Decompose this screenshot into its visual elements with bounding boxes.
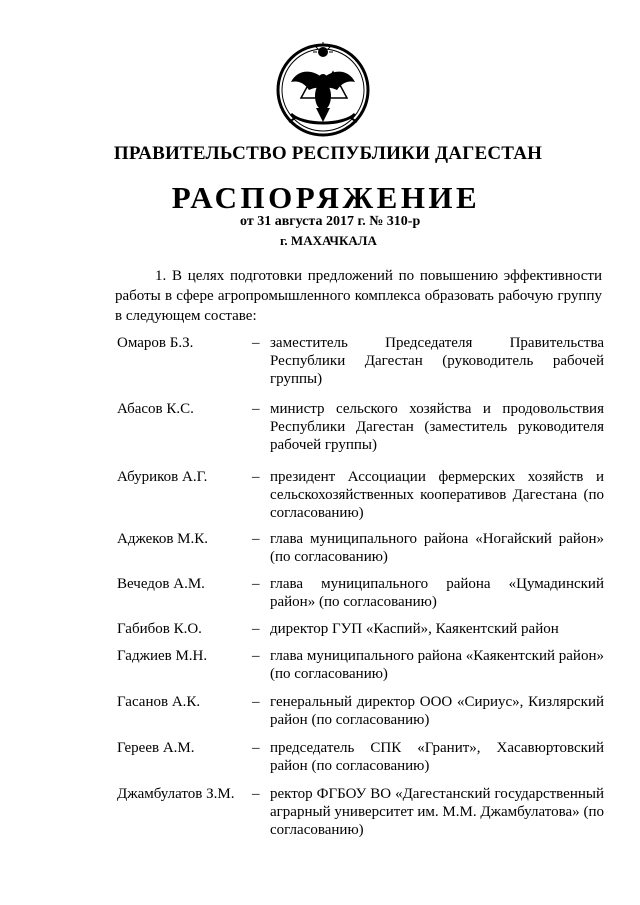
dash: – (252, 469, 260, 485)
member-row (117, 739, 604, 785)
dash: – (252, 740, 260, 756)
member-role: заместитель Председателя Правительства Республики Дагестан (руководитель рабочей группы) (270, 335, 604, 387)
dash: – (252, 648, 260, 664)
member-row (117, 530, 604, 575)
document-type-title: РАСПОРЯЖЕНИЕ (171, 180, 481, 215)
member-row (117, 575, 604, 620)
working-group-list (117, 334, 604, 845)
document-city: г. МАХАЧКАЛА (280, 233, 377, 248)
dash: – (252, 531, 260, 547)
member-role: ректор ФГБОУ ВО «Дагестанский государственный аграрный университет им. М.М. Джамбулатова» (по согласованию) (270, 786, 604, 838)
government-name: ПРАВИТЕЛЬСТВО РЕСПУБЛИКИ ДАГЕСТАН (113, 143, 543, 164)
member-name: Абуриков А.Г. (117, 469, 208, 485)
member-row (117, 647, 604, 693)
member-role: глава муниципального района «Цумадинский район» (по согласованию) (270, 576, 604, 610)
dash: – (252, 576, 260, 592)
member-name: Аджеков М.К. (117, 531, 208, 547)
dash: – (252, 621, 260, 637)
member-role: глава муниципального района «Каякентский район» (по согласованию) (270, 648, 604, 682)
dash: – (252, 786, 260, 802)
member-role: министр сельского хозяйства и продовольствия Республики Дагестан (заместитель руководителя рабочей группы) (270, 401, 604, 453)
member-role: председатель СПК «Гранит», Хасавюртовский район (по согласованию) (270, 740, 604, 774)
member-row (117, 785, 604, 845)
member-name: Гасанов А.К. (117, 694, 201, 710)
member-name: Габибов К.О. (117, 621, 202, 637)
member-name: Абасов К.С. (117, 401, 194, 417)
document-date-number: от 31 августа 2017 г. № 310-р (240, 214, 421, 229)
member-role: директор ГУП «Каспий», Каякентский район (270, 621, 559, 637)
member-role: глава муниципального района «Ногайский район» (по согласованию) (270, 531, 604, 565)
member-name: Омаров Б.З. (117, 335, 194, 351)
dagestan-coat-of-arms-icon (273, 38, 373, 138)
member-row (117, 334, 604, 400)
member-role: генеральный директор ООО «Сириус», Кизлярский район (по согласованию) (270, 694, 604, 728)
member-row (117, 468, 604, 530)
member-name: Джамбулатов З.М. (117, 786, 235, 802)
member-row (117, 400, 604, 468)
member-row (117, 620, 604, 647)
member-name: Гереев А.М. (117, 740, 195, 756)
paragraph-1: 1. В целях подготовки предложений по повышению эффективности работы в сфере агропромышленного комплекса образовать рабочую группу в следующем составе: (115, 268, 602, 324)
member-name: Вечедов А.М. (117, 576, 205, 592)
dash: – (252, 335, 260, 351)
dash: – (252, 401, 260, 417)
member-name: Гаджиев М.Н. (117, 648, 208, 664)
dash: – (252, 694, 260, 710)
member-role: президент Ассоциации фермерских хозяйств и сельскохозяйственных кооперативов Дагестана (по согласованию) (270, 469, 604, 521)
member-row (117, 693, 604, 739)
